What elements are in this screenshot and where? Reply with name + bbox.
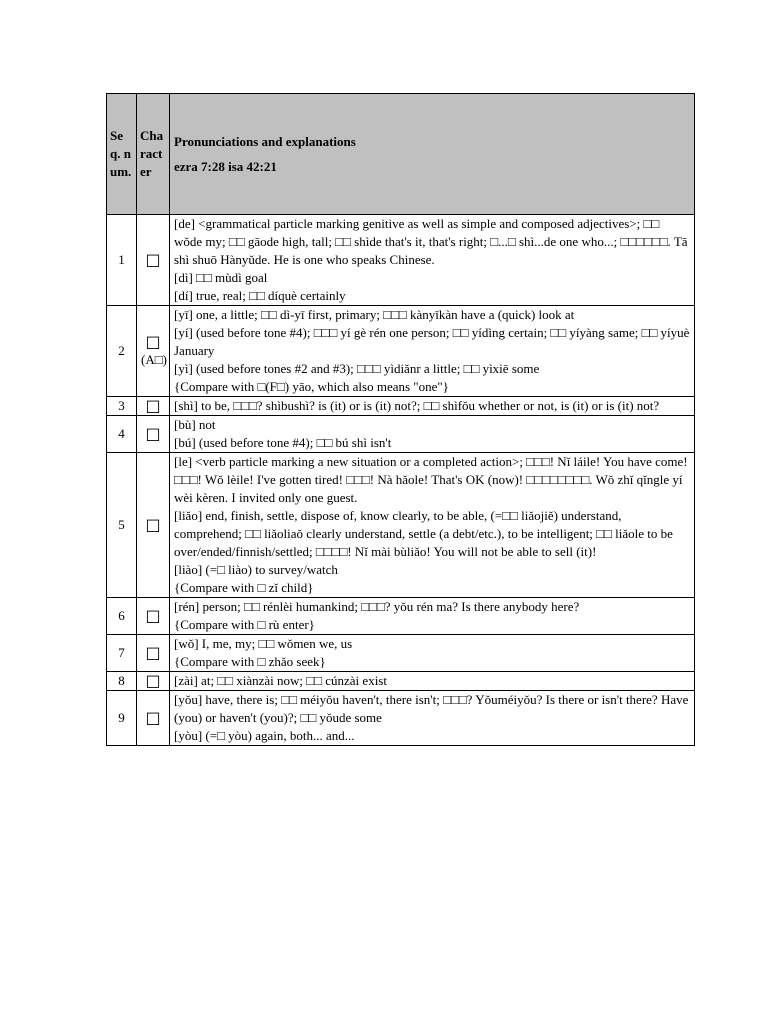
- character-cell: [137, 635, 170, 672]
- explanation-cell: [170, 691, 695, 746]
- explanation-line: [liǎo] end, finish, settle, dispose of, know clearly, to be able, (=□□ liǎojiě) understand, comprehend; □□ liǎoliaǒ clearly understand, settle (a debt/etc.), to be intelligent; □□ liǎole to be over/ended/finnish/settled; □□□□! Nǐ mài bùliǎo! You will not be able to sell (it)!: [174, 508, 673, 559]
- sequence-number: 7: [107, 635, 137, 672]
- table-header-row: [107, 94, 695, 215]
- sequence-number: 5: [107, 453, 137, 598]
- character-glyph: □: [145, 424, 161, 443]
- explanation-cell: [170, 416, 695, 453]
- table-row: [107, 672, 695, 691]
- explanation-line: [yí] (used before tone #4); □□□ yí gè rén one person; □□ yídìng certain; □□ yíyàng same; □□ yíyuè January: [174, 325, 690, 358]
- table-row: [107, 453, 695, 598]
- explanation-line: [shì] to be, □□□? shìbushì? is (it) or is (it) not?; □□ shìfǒu whether or not, is (it) or is (it) not?: [174, 398, 660, 413]
- explanation-line: [zài] at; □□ xiànzài now; □□ cúnzài exist: [174, 673, 387, 688]
- explanation-line: [wǒ] I, me, my; □□ wǒmen we, us: [174, 636, 353, 651]
- table-row: [107, 598, 695, 635]
- explanation-line: [de] <grammatical particle marking genitive as well as simple and composed adjectives>; □□ wǒde my; □□ gāode high, tall; □□ shìde that's it, that's right; □...□ shì...de one who...; □□□□□□. Tā shì shuō Hànyǔde. He is one who speaks Chinese.: [174, 216, 688, 267]
- table-row: [107, 635, 695, 672]
- header-reference: ezra 7:28 isa 42:21: [174, 158, 277, 174]
- header-seq-num: Seq. num.: [107, 94, 137, 215]
- character-glyph: □: [145, 708, 161, 727]
- explanation-line: {Compare with □(F□) yāo, which also means "one"}: [174, 379, 449, 394]
- explanation-line: [yǒu] have, there is; □□ méiyǒu haven't, there isn't; □□□? Yǒuméiyǒu? Is there or isn't there? Have (you) or haven't (you)?; □□ yǒude some: [174, 692, 689, 725]
- explanation-cell: [170, 598, 695, 635]
- explanation-line: {Compare with □ zǐ child}: [174, 580, 314, 595]
- header-pronunciations-title: Pronunciations and explanations: [174, 133, 356, 149]
- explanation-cell: [170, 453, 695, 598]
- explanation-line: [yī] one, a little; □□ dì-yī first, primary; □□□ kànyīkàn have a (quick) look at: [174, 307, 575, 322]
- character-glyph: □: [145, 250, 161, 269]
- sequence-number: 3: [107, 397, 137, 416]
- sequence-number: 6: [107, 598, 137, 635]
- sequence-number: 9: [107, 691, 137, 746]
- explanation-line: [yòu] (=□ yòu) again, both... and...: [174, 728, 355, 743]
- character-glyph: □: [145, 606, 161, 625]
- explanation-line: [le] <verb particle marking a new situation or a completed action>; □□□! Nǐ láile! You have come! □□□! Wǒ lèile! I've gotten tired! □□□! Nà hǎole! That's OK (now)! □□□□□□□□. Wǒ zhǐ qǐngle yí wèi kèren. I invited only one guest.: [174, 454, 688, 505]
- character-glyph: □: [145, 396, 161, 415]
- sequence-number: 4: [107, 416, 137, 453]
- character-glyph: □: [145, 671, 161, 690]
- explanation-cell: [170, 397, 695, 416]
- character-glyph: □: [145, 332, 161, 351]
- explanation-line: [dì] □□ mùdì goal: [174, 270, 268, 285]
- character-cell: [137, 397, 170, 416]
- table-row: [107, 691, 695, 746]
- explanation-line: [yì] (used before tones #2 and #3); □□□ yìdiǎnr a little; □□ yìxiē some: [174, 361, 540, 376]
- explanation-line: {Compare with □ rù enter}: [174, 617, 315, 632]
- character-cell: [137, 416, 170, 453]
- sequence-number: 2: [107, 306, 137, 397]
- sequence-number: 1: [107, 215, 137, 306]
- explanation-line: [bù] not: [174, 417, 216, 432]
- character-cell: [137, 306, 170, 397]
- sequence-number: 8: [107, 672, 137, 691]
- explanation-line: [rén] person; □□ rénlèi humankind; □□□? yǒu rén ma? Is there anybody here?: [174, 599, 580, 614]
- character-glyph: □: [145, 643, 161, 662]
- explanation-cell: [170, 306, 695, 397]
- character-cell: [137, 453, 170, 598]
- character-cell: [137, 598, 170, 635]
- explanation-line: [liào] (=□ liào) to survey/watch: [174, 562, 338, 577]
- explanation-cell: [170, 215, 695, 306]
- character-variant: (A□): [141, 352, 167, 367]
- explanation-line: [bú] (used before tone #4); □□ bú shì isn't: [174, 435, 392, 450]
- table-body: [107, 215, 695, 746]
- character-cell: [137, 672, 170, 691]
- explanation-cell: [170, 635, 695, 672]
- character-cell: [137, 691, 170, 746]
- explanation-line: [dí] true, real; □□ díquè certainly: [174, 288, 346, 303]
- header-character: Character: [137, 94, 170, 215]
- table-row: [107, 416, 695, 453]
- character-cell: [137, 215, 170, 306]
- header-pronunciations: [170, 94, 695, 215]
- explanation-cell: [170, 672, 695, 691]
- table-row: [107, 397, 695, 416]
- table-row: [107, 306, 695, 397]
- character-glyph: □: [145, 515, 161, 534]
- explanation-line: {Compare with □ zhǎo seek}: [174, 654, 326, 669]
- table-row: [107, 215, 695, 306]
- vocabulary-table: [106, 93, 695, 746]
